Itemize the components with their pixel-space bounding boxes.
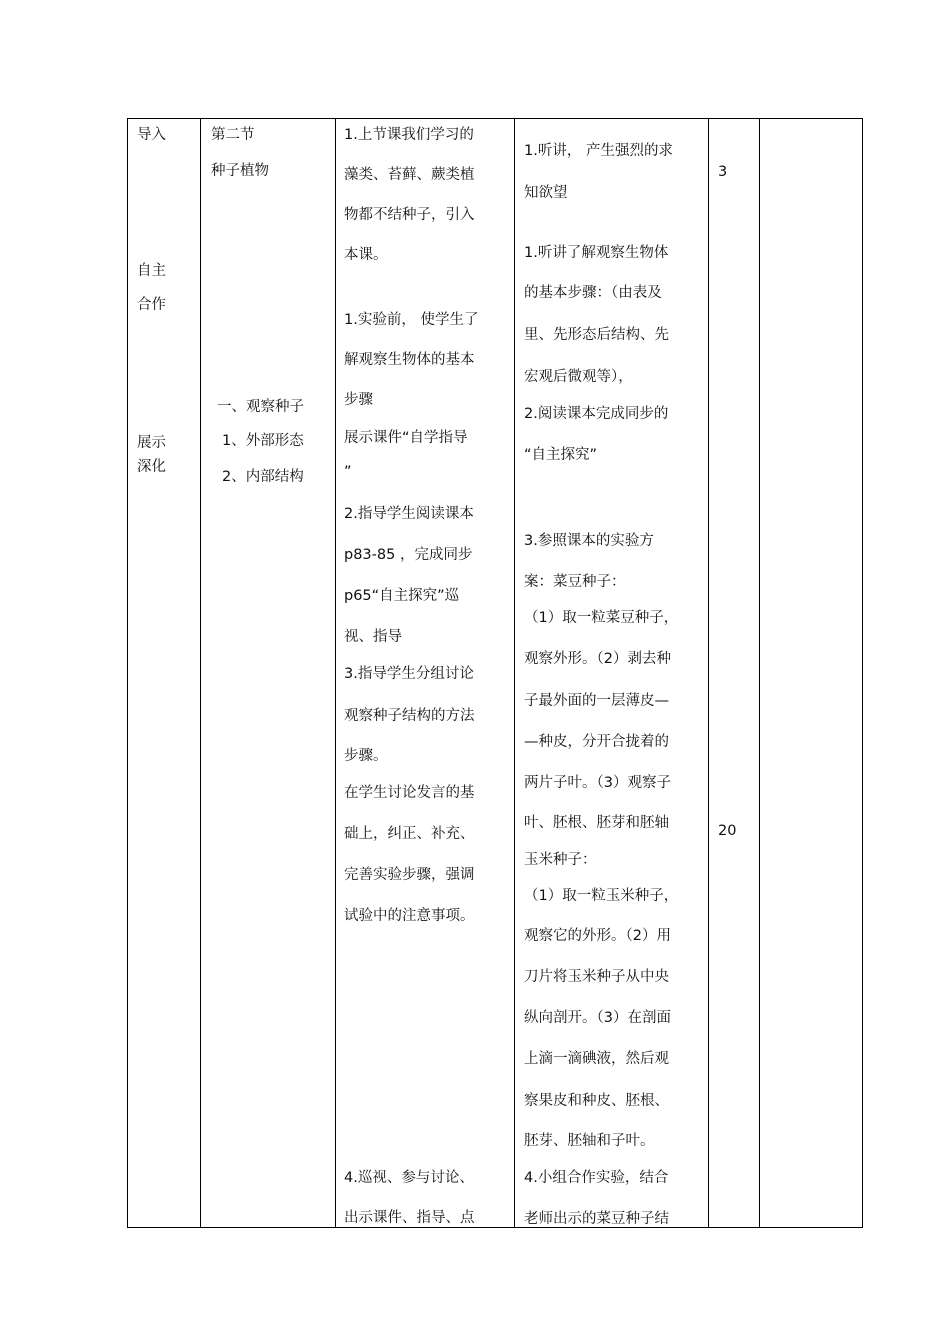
teacher-line: ” — [344, 464, 352, 480]
lesson-table — [127, 118, 863, 1228]
student-line: 宏观后微观等）， — [524, 369, 633, 385]
stage-self-study-b: 合作 — [137, 297, 166, 313]
student-line: 老师出示的菜豆种子结 — [524, 1211, 669, 1227]
student-line: 子最外面的一层薄皮— — [524, 693, 669, 709]
notes-column — [760, 119, 864, 1227]
teacher-line: 3.指导学生分组讨论 — [344, 666, 474, 682]
teacher-line: 解观察生物体的基本 — [344, 352, 475, 368]
teacher-line: 础上，纠正、补充、 — [344, 826, 475, 842]
student-line: 案：菜豆种子： — [524, 574, 626, 590]
student-line: （1）取一粒菜豆种子， — [524, 610, 679, 626]
teacher-line: 在学生讨论发言的基 — [344, 785, 475, 801]
time-value: 3 — [718, 164, 728, 180]
student-line: 上滴一滴碘液，然后观 — [524, 1051, 669, 1067]
stage-deepen-b: 深化 — [137, 459, 166, 475]
time-column — [709, 119, 759, 1227]
student-line: 两片子叶。（3）观察子 — [524, 775, 671, 791]
teacher-line: 完善实验步骤，强调 — [344, 867, 475, 883]
student-line: 4.小组合作实验，结合 — [524, 1170, 669, 1186]
student-line: 纵向剖开。（3）在剖面 — [524, 1010, 671, 1026]
student-column — [515, 119, 708, 1227]
student-line: 3.参照课本的实验方 — [524, 533, 654, 549]
student-line: 1.听讲， 产生强烈的求 — [524, 143, 673, 159]
student-line: 里、先形态后结构、先 — [524, 327, 669, 343]
topic-heading: 一、观察种子 — [217, 399, 304, 415]
stage-intro: 导入 — [137, 127, 166, 143]
teacher-line: 试验中的注意事项。 — [344, 908, 475, 924]
student-line: 察果皮和种皮、胚根、 — [524, 1093, 669, 1109]
teacher-line: 本课。 — [344, 247, 388, 263]
section-subtitle: 种子植物 — [211, 163, 269, 179]
student-line: 观察外形。（2）剥去种 — [524, 651, 671, 667]
teacher-line: 展示课件“自学指导 — [344, 430, 468, 446]
student-line: 玉米种子： — [524, 852, 597, 868]
student-line: —种皮，分开合拢着的 — [524, 734, 669, 750]
teacher-line: 出示课件、指导、点 — [344, 1210, 475, 1226]
section-title: 第二节 — [211, 127, 255, 143]
teacher-line: 4.巡视、参与讨论、 — [344, 1170, 474, 1186]
teacher-line: 2.指导学生阅读课本 — [344, 506, 474, 522]
student-line: 知欲望 — [524, 185, 568, 201]
student-line: 的基本步骤：（由表及 — [524, 285, 662, 301]
content-column — [201, 119, 335, 1227]
topic-item: 2、内部结构 — [222, 469, 304, 485]
teacher-line: 1.实验前， 使学生了 — [344, 312, 479, 328]
teacher-line: 观察种子结构的方法 — [344, 708, 475, 724]
teacher-line: p83-85 ，完成同步 — [344, 547, 473, 563]
stage-self-study-a: 自主 — [137, 263, 166, 279]
teacher-line: 物都不结种子，引入 — [344, 207, 475, 223]
student-line: 胚芽、胚轴和子叶。 — [524, 1133, 655, 1149]
topic-item: 1、外部形态 — [222, 433, 304, 449]
student-line: “自主探究” — [524, 447, 598, 463]
teacher-line: 步骤。 — [344, 748, 388, 764]
stage-deepen-a: 展示 — [137, 435, 166, 451]
student-line: 2.阅读课本完成同步的 — [524, 406, 669, 422]
time-value: 20 — [718, 823, 737, 839]
student-line: （1）取一粒玉米种子， — [524, 888, 679, 904]
teacher-line: 藻类、苔藓、蕨类植 — [344, 167, 475, 183]
student-line: 刀片将玉米种子从中央 — [524, 969, 669, 985]
teacher-line: 1.上节课我们学习的 — [344, 127, 474, 143]
student-line: 叶、胚根、胚芽和胚轴 — [524, 815, 669, 831]
teacher-line: p65“自主探究”巡 — [344, 588, 460, 604]
teacher-line: 步骤 — [344, 392, 373, 408]
teacher-column — [336, 119, 514, 1227]
stage-column — [128, 119, 200, 1227]
student-line: 观察它的外形。（2）用 — [524, 928, 671, 944]
teacher-line: 视、指导 — [344, 629, 402, 645]
student-line: 1.听讲了解观察生物体 — [524, 245, 669, 261]
